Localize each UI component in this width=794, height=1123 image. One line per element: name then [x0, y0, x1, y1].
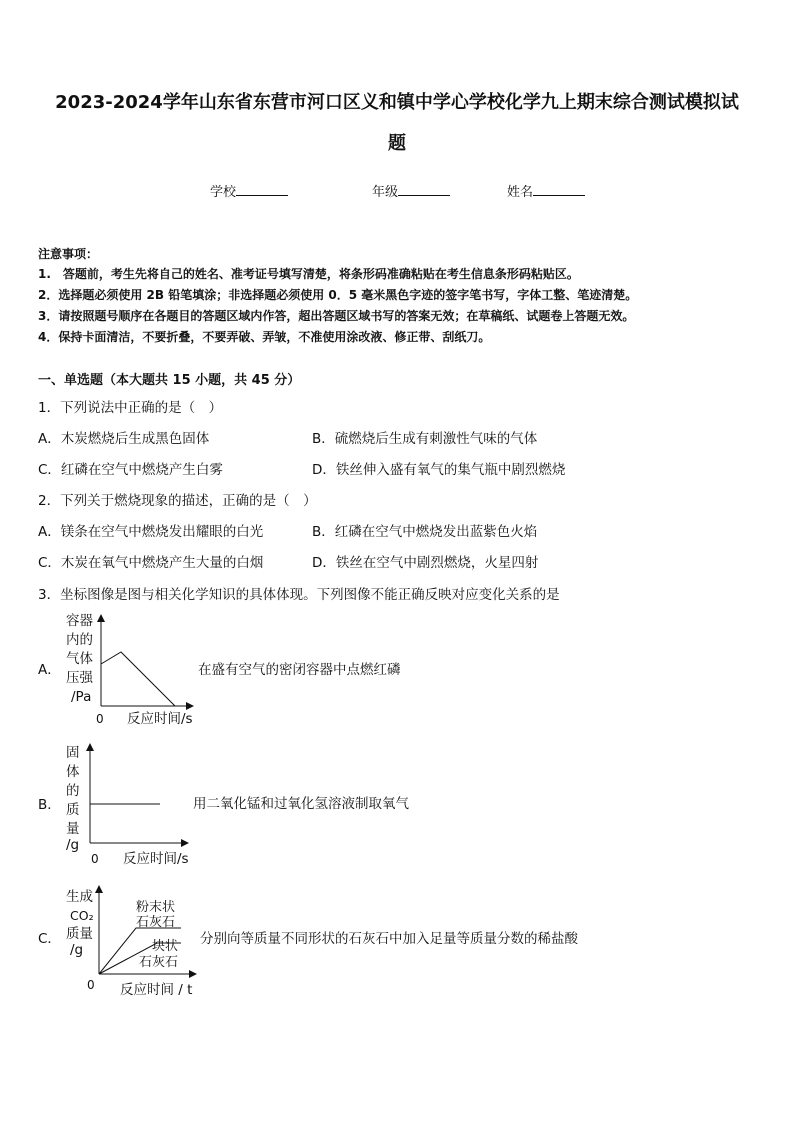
- graph-c: [38, 888, 578, 998]
- page-title-line1: 2023-2024学年山东省东营市河口区义和镇中学心学校化学九上期末综合测试模拟试: [55, 92, 739, 113]
- graph-c-xlabel: 反应时间 / t: [120, 982, 193, 998]
- name-blank: [533, 183, 585, 196]
- question-1-option-b: B．硫燃烧后生成有刺激性气味的气体: [312, 431, 538, 447]
- graph-c-curve2-label-1: 块状: [152, 939, 179, 954]
- grade-field: [372, 181, 450, 200]
- question-1-option-d: D．铁丝伸入盛有氧气的集气瓶中剧烈燃烧: [312, 462, 566, 478]
- graph-c-letter: C．: [38, 931, 61, 947]
- graph-b-xlabel: 反应时间/s: [123, 851, 189, 867]
- question-1-stem: 1．下列说法中正确的是（ ）: [38, 400, 223, 416]
- graph-b-letter: B．: [38, 797, 61, 813]
- graph-a-xlabel: 反应时间/s: [127, 711, 193, 727]
- graph-b-ylabel-3: 的: [66, 783, 80, 799]
- page-title-line2: 题: [388, 133, 406, 154]
- graph-b: [38, 745, 409, 867]
- question-1-option-c: C．红磷在空气中燃烧产生白雾: [38, 462, 223, 478]
- question-2-option-a: A．镁条在空气中燃烧发出耀眼的白光: [38, 524, 264, 540]
- graph-b-origin: 0: [91, 852, 99, 866]
- section-heading: 一、单选题（本大题共 15 小题，共 45 分）: [38, 373, 301, 388]
- graph-c-ylabel-3: 质量: [66, 926, 93, 942]
- graph-c-ylabel-1: 生成: [66, 889, 93, 905]
- graph-c-origin: 0: [87, 978, 95, 992]
- question-3-graphs: [0, 600, 794, 1010]
- graph-c-description: 分别向等质量不同形状的石灰石中加入足量等质量分数的稀盐酸: [200, 931, 578, 947]
- name-field: [507, 181, 585, 200]
- graph-a-ylabel-1: 容器: [66, 613, 93, 629]
- school-blank: [236, 183, 288, 196]
- question-2-option-c: C．木炭在氧气中燃烧产生大量的白烟: [38, 555, 264, 571]
- graph-b-ylabel-6: /g: [66, 837, 80, 853]
- graph-a-ylabel-2: 内的: [66, 632, 93, 648]
- graph-c-curve1-label-2: 石灰石: [136, 915, 176, 930]
- note-item-3: 3．请按照题号顺序在各题目的答题区域内作答，超出答题区域书写的答案无效；在草稿纸、试题卷上答题无效。: [38, 309, 635, 323]
- question-2-stem: 2．下列关于燃烧现象的描述，正确的是（ ）: [38, 493, 317, 509]
- graph-a-origin: 0: [96, 712, 104, 726]
- graph-a-letter: A．: [38, 662, 61, 678]
- graph-b-description: 用二氧化锰和过氧化氢溶液制取氧气: [193, 796, 409, 812]
- graph-b-ylabel-4: 质: [66, 802, 80, 818]
- question-2-option-b: B．红磷在空气中燃烧发出蓝紫色火焰: [312, 524, 538, 540]
- grade-blank: [398, 183, 450, 196]
- graph-c-ylabel-2: CO₂: [70, 908, 94, 923]
- graph-b-ylabel-2: 体: [66, 764, 80, 780]
- graph-c-curve2-label-2: 石灰石: [139, 955, 179, 970]
- graph-a-ylabel-4: 压强: [66, 670, 93, 686]
- graph-a-ylabel-3: 气体: [66, 651, 93, 667]
- school-field: [210, 181, 288, 200]
- question-2-option-d: D．铁丝在空气中剧烈燃烧，火星四射: [312, 555, 539, 571]
- graph-b-ylabel-1: 固: [66, 745, 80, 761]
- note-item-2: 2．选择题必须使用 2B 铅笔填涂；非选择题必须使用 0．5 毫米黑色字迹的签字笔书写，字体工整、笔迹清楚。: [38, 288, 638, 302]
- graph-c-ylabel-4: /g: [70, 942, 84, 958]
- notes-heading: 注意事项：: [38, 247, 99, 261]
- graph-b-ylabel-5: 量: [66, 821, 80, 837]
- graph-a-description: 在盛有空气的密闭容器中点燃红磷: [198, 662, 401, 678]
- graph-a-ylabel-5: /Pa: [71, 689, 92, 705]
- question-3-stem: 3．坐标图像是图与相关化学知识的具体体现。下列图像不能正确反映对应变化关系的是: [38, 587, 560, 603]
- grade-label: 年级: [372, 185, 399, 200]
- name-label: 姓名: [507, 185, 534, 200]
- graph-a: [38, 613, 401, 727]
- question-1-option-a: A．木炭燃烧后生成黑色固体: [38, 431, 210, 447]
- graph-a-curve: [101, 652, 175, 706]
- note-item-1: 1. 答题前，考生先将自己的姓名、准考证号填写清楚，将条形码准确粘贴在考生信息条形码粘贴区。: [38, 267, 579, 281]
- graph-c-curve1-label-1: 粉末状: [136, 900, 176, 915]
- note-item-4: 4．保持卡面清洁，不要折叠，不要弄破、弄皱，不准使用涂改液、修正带、刮纸刀。: [38, 330, 491, 344]
- school-label: 学校: [210, 185, 237, 200]
